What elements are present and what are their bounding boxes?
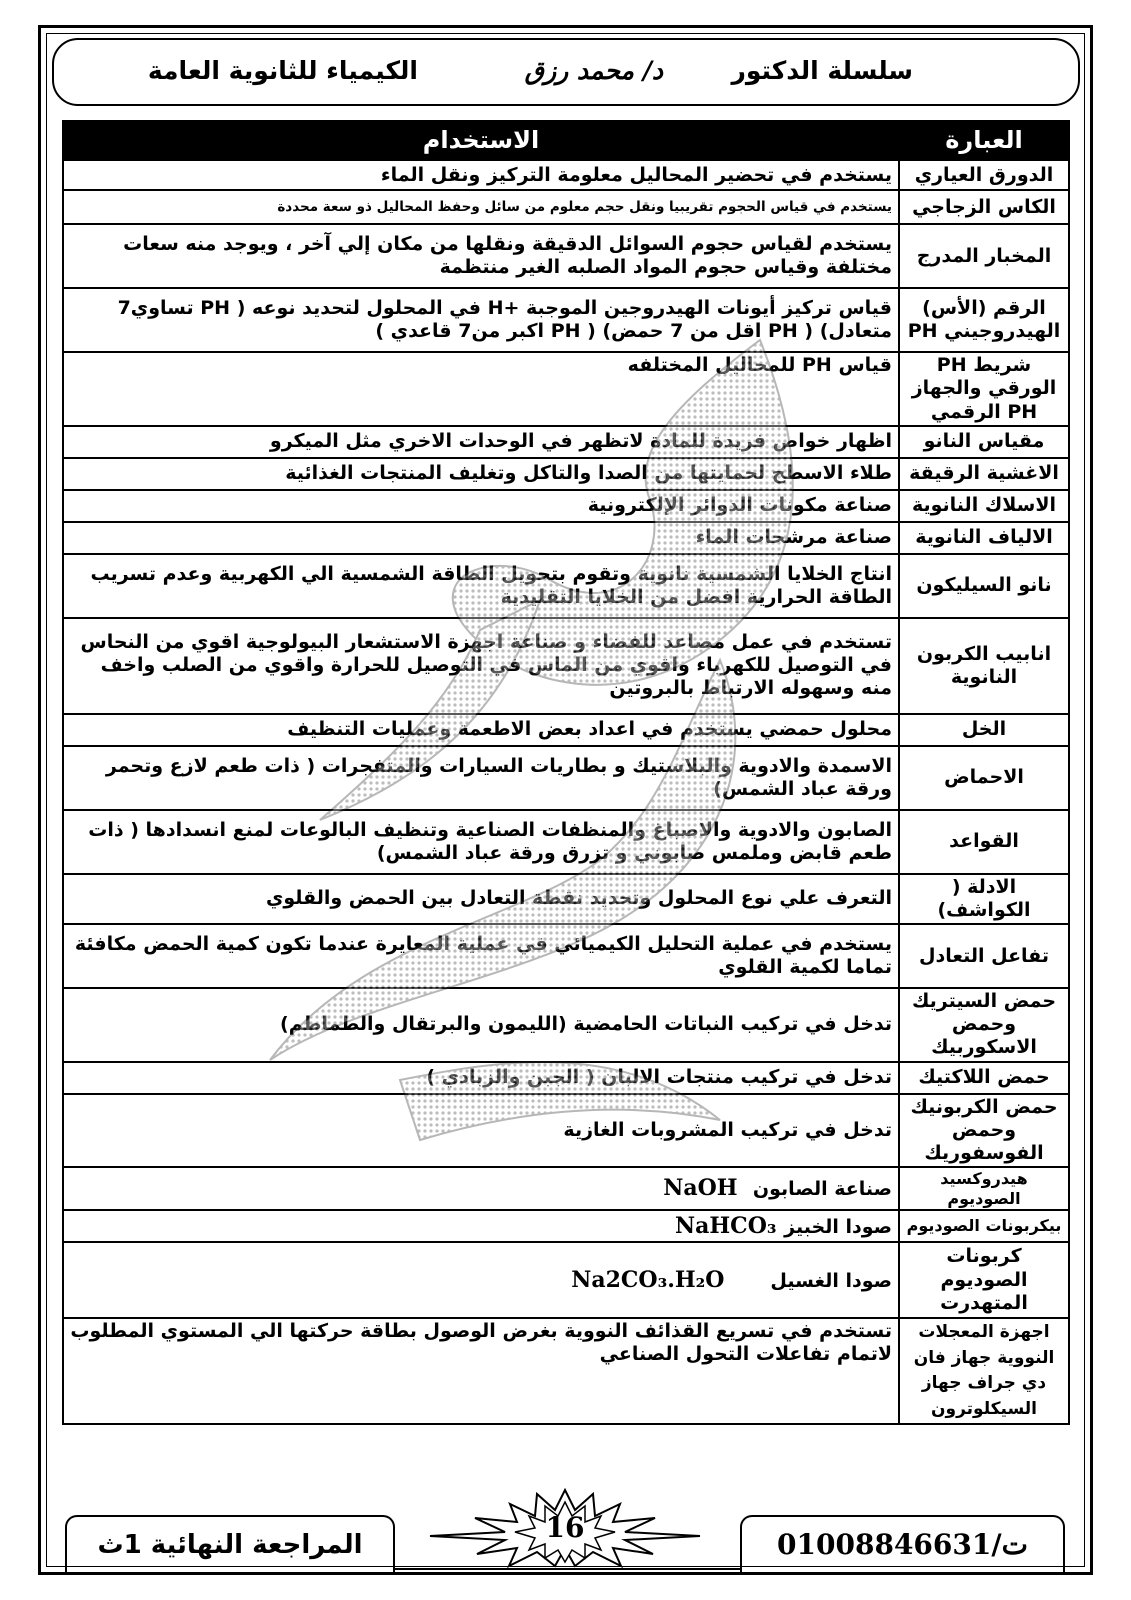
- table-row: [63, 458, 1069, 490]
- row-use: محلول حمضي يستخدم في اعداد بعض الاطعمة وعمليات التنظيف: [63, 714, 899, 746]
- row-term: انابيب الكربون النانوية: [899, 618, 1069, 714]
- header-series: سلسلة الدكتور: [731, 56, 913, 85]
- row-use: الاسمدة والادوية والبلاستيك و بطاريات السيارات والمتفجرات ( ذات طعم لازع وتحمر ورقة عباد الشمس): [63, 746, 899, 810]
- row-use: اظهار خواص فريدة للمادة لاتظهر في الوحدات الاخري مثل الميكرو: [63, 426, 899, 458]
- table-row: [63, 426, 1069, 458]
- table-row: [63, 224, 1069, 288]
- table-row: [63, 190, 1069, 224]
- row-term: الالياف النانوية: [899, 522, 1069, 554]
- table-row: [63, 288, 1069, 352]
- row-use: يستخدم في قياس الحجوم تقريبيا ونقل حجم معلوم من سائل وحفظ المحاليل ذو سعة محددة: [63, 190, 899, 224]
- row-term: هيدروكسيد الصوديوم: [899, 1167, 1069, 1210]
- page-header: [52, 38, 1080, 106]
- table-row: [63, 1094, 1069, 1168]
- row-use: [63, 1167, 899, 1210]
- row-use: تدخل في تركيب النباتات الحامضية (الليمون والبرتقال والطماطم): [63, 988, 899, 1062]
- column-header-use: الاستخدام: [63, 121, 899, 160]
- row-term: شريط PH الورقي والجهاز PH الرقمي: [899, 352, 1069, 426]
- row-use: يستخدم في تحضير المحاليل معلومة التركيز ونقل الماء: [63, 160, 899, 190]
- row-use: [63, 1242, 899, 1318]
- row-term: الرقم (الأس) الهيدروجيني PH: [899, 288, 1069, 352]
- chemical-formula: NaHCO₃: [675, 1212, 777, 1239]
- row-term: الادلة ( الكواشف): [899, 874, 1069, 924]
- chemical-formula: NaOH: [663, 1175, 738, 1202]
- table-header-row: [63, 121, 1069, 160]
- row-use: يستخدم في عملية التحليل الكيميائي في عملية المعايرة عندما تكون كمية الحمض مكافئة تماما لكمية القلوي: [63, 924, 899, 988]
- table-row: [63, 924, 1069, 988]
- row-use: [63, 1210, 899, 1242]
- table-row: [63, 1167, 1069, 1210]
- header-author: د/ محمد رزق: [524, 56, 663, 85]
- row-use: التعرف علي نوع المحلول وتحديد نقطة التعادل بين الحمض والقلوي: [63, 874, 899, 924]
- use-text: صودا الخبيز: [784, 1215, 892, 1238]
- table-row: [63, 490, 1069, 522]
- table-row: [63, 522, 1069, 554]
- table-row: [63, 618, 1069, 714]
- table-row: [63, 1318, 1069, 1424]
- row-term: المخبار المدرج: [899, 224, 1069, 288]
- row-use: صناعة مكونات الدوائر الإلكترونية: [63, 490, 899, 522]
- row-use: قياس تركيز أيونات الهيدروجين الموجبة +H في المحلول لتحديد نوعه ( PH تساوي7 متعادل) ( PH اقل من 7 حمض) ( PH اكبر من7 قاعدي ): [63, 288, 899, 352]
- use-text: صناعة الصابون: [752, 1178, 892, 1201]
- row-use: الصابون والادوية والاصباغ والمنظفات الصناعية وتنظيف البالوعات لمنع انسدادها ( ذات طعم قابض وملمس صابوني و تزرق ورقة عباد الشمس): [63, 810, 899, 874]
- row-term: اجهزة المعجلات النووية جهاز فان دي جراف جهاز السيكلوترون: [899, 1318, 1069, 1424]
- row-term: الخل: [899, 714, 1069, 746]
- chemical-formula: Na2CO₃.H₂O: [571, 1266, 725, 1293]
- use-text: صودا الغسيل: [770, 1269, 892, 1292]
- uses-table-container: [62, 120, 1070, 1425]
- row-term: حمض اللاكتيك: [899, 1062, 1069, 1094]
- row-use: يستخدم لقياس حجوم السوائل الدقيقة ونقلها من مكان إلي آخر ، ويوجد منه سعات مختلفة وقياس حجوم المواد الصلبه الغير منتظمة: [63, 224, 899, 288]
- table-row: [63, 810, 1069, 874]
- row-term: مقياس النانو: [899, 426, 1069, 458]
- row-use: صناعة مرشحات الماء: [63, 522, 899, 554]
- uses-table: [62, 120, 1070, 1425]
- row-term: الاغشية الرقيقة: [899, 458, 1069, 490]
- header-subject: الكيمياء للثانوية العامة: [147, 56, 418, 85]
- table-row: [63, 554, 1069, 618]
- row-term: بيكربونات الصوديوم: [899, 1210, 1069, 1242]
- footer-phone-box: [740, 1515, 1065, 1573]
- row-term: كربونات الصوديوم المتهدرت: [899, 1242, 1069, 1318]
- row-use: قياس PH للمحاليل المختلفه: [63, 352, 899, 426]
- row-use: تدخل في تركيب منتجات الالبان ( الجبن والزبادي ): [63, 1062, 899, 1094]
- table-row: [63, 352, 1069, 426]
- row-term: حمض السيتريك وحمض الاسكوربيك: [899, 988, 1069, 1062]
- table-row: [63, 1242, 1069, 1318]
- page-number: 16: [545, 1511, 585, 1544]
- row-term: الاحماض: [899, 746, 1069, 810]
- table-row: [63, 1210, 1069, 1242]
- footer-divider-line: [395, 1568, 740, 1570]
- row-term: الاسلاك النانوية: [899, 490, 1069, 522]
- table-row: [63, 988, 1069, 1062]
- row-use: تستخدم في تسريع القذائف النووية بغرض الوصول بطاقة حركتها الي المستوي المطلوب لاتمام تفاعلات التحول الصناعي: [63, 1318, 899, 1424]
- table-row: [63, 874, 1069, 924]
- row-use: انتاج الخلايا الشمسية نانوية وتقوم بتحويل الطاقة الشمسية الي الكهربية وعدم تسريب الطاقة الحرارية افضل من الخلايا التقليدية: [63, 554, 899, 618]
- row-term: الدورق العياري: [899, 160, 1069, 190]
- row-term: نانو السيليكون: [899, 554, 1069, 618]
- table-row: [63, 1062, 1069, 1094]
- row-term: حمض الكربونيك وحمض الفوسفوريك: [899, 1094, 1069, 1168]
- table-row: [63, 714, 1069, 746]
- row-use: طلاء الاسطح لحمايتها من الصدا والتاكل وتغليف المنتجات الغذائية: [63, 458, 899, 490]
- column-header-term: العبارة: [899, 121, 1069, 160]
- row-use: تستخدم في عمل مصاعد للفضاء و صناعة اجهزة الاستشعار البيولوجية اقوي من النحاس في التوصيل للكهرباء واقوي من الماس في التوصيل للحرارة واقوي من الصلب واخف منه وسهوله الارتباط بالبروتين: [63, 618, 899, 714]
- footer-phone: ت/01008846631: [777, 1528, 1028, 1561]
- row-term: القواعد: [899, 810, 1069, 874]
- row-use: تدخل في تركيب المشروبات الغازية: [63, 1094, 899, 1168]
- table-row: [63, 746, 1069, 810]
- table-row: [63, 160, 1069, 190]
- row-term: تفاعل التعادل: [899, 924, 1069, 988]
- footer-title-box: [65, 1515, 395, 1573]
- footer-title: المراجعة النهائية 1ث: [97, 1530, 363, 1560]
- row-term: الكاس الزجاجي: [899, 190, 1069, 224]
